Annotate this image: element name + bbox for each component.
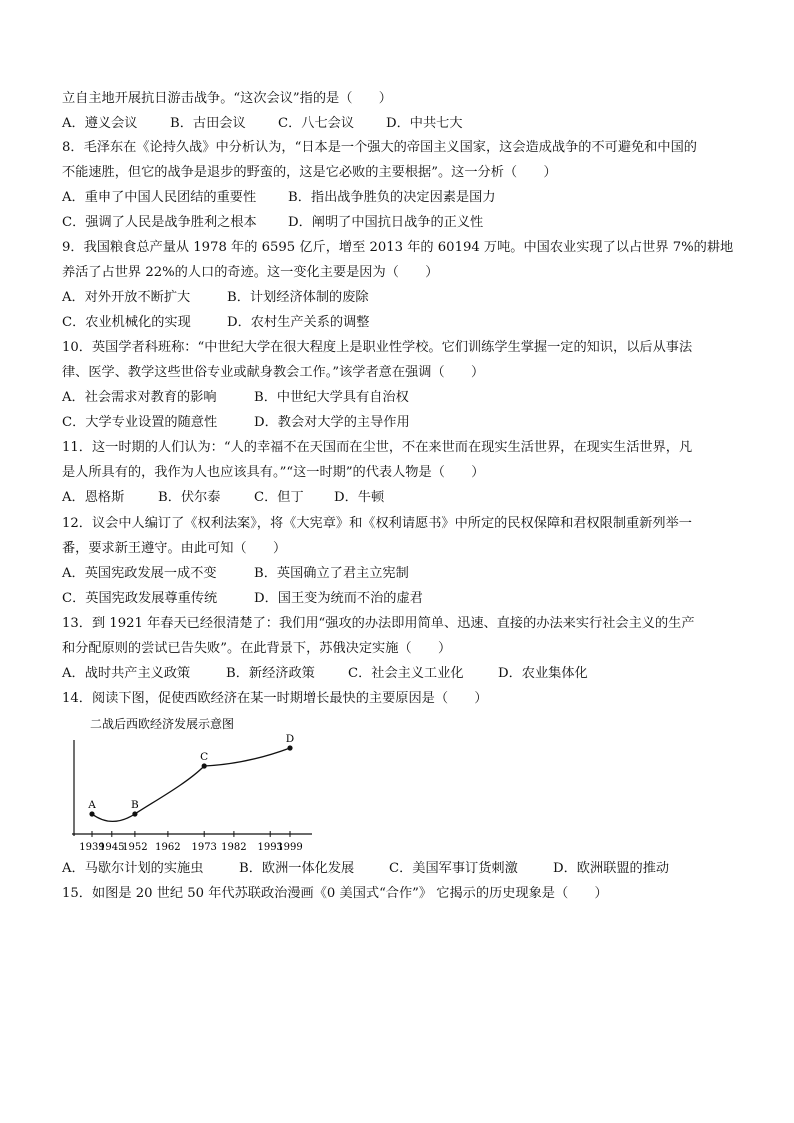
point-a <box>89 811 94 816</box>
x-tick-label: 1999 <box>277 842 303 853</box>
growth-curve <box>92 748 290 821</box>
point-label-b: B <box>131 799 139 811</box>
q7-option-a[interactable]: A．遵义会议 <box>62 116 138 131</box>
point-label-d: D <box>285 733 295 745</box>
q14-option-d[interactable]: D．欧洲联盟的推动 <box>553 861 670 876</box>
x-tick-label: 1982 <box>221 842 247 853</box>
q12-stem-line2: 番，要求新王遵守。由此可知（ ） <box>62 541 287 556</box>
q8-stem-line2: 不能速胜，但它的战争是退步的野蛮的，这是它必败的主要根据”。这一分析（ ） <box>62 165 557 180</box>
q13-option-d[interactable]: D．农业集体化 <box>498 666 588 681</box>
q10-options-row1 <box>62 389 409 407</box>
q11-stem-line1: 11．这一时期的人们认为：“人的幸福不在天国而在尘世，不在来世而在现实生活世界，在现实生活世界，凡 <box>62 440 693 455</box>
q10-stem-line2: 律、医学、教学这些世俗专业或献身教会工作。”该学者意在强调（ ） <box>62 365 485 380</box>
point-label-a: A <box>88 799 96 811</box>
x-tick-label: 1952 <box>122 842 148 853</box>
q8-stem-line1: 8．毛泽东在《论持久战》中分析认为，“日本是一个强大的帝国主义国家，这会造成战争的不可避免和中国的 <box>62 140 697 155</box>
q10-option-a[interactable]: A．社会需求对教育的影响 <box>62 390 217 405</box>
q11-option-c[interactable]: C．但丁 <box>254 490 304 505</box>
q8-options-row2 <box>62 214 483 232</box>
q15-stem-line1: 15．如图是 20 世纪 50 年代苏联政治漫画《0 美国式“合作”》 它揭示的历史现象是（ ） <box>62 886 608 901</box>
q12-option-c[interactable]: C．英国宪政发展尊重传统 <box>62 591 218 606</box>
q9-options-row1 <box>62 289 369 307</box>
data-points <box>87 733 294 817</box>
chart-svg <box>62 710 332 860</box>
q11-stem-line2: 是人所具有的，我作为人也应该具有。”“这一时期”的代表人物是（ ） <box>62 465 485 480</box>
x-tick-label: 1973 <box>191 842 217 853</box>
q8-options-row1 <box>62 189 496 207</box>
q10-options-row2 <box>62 414 410 432</box>
point-c <box>202 763 207 768</box>
q7-option-d[interactable]: D．中共七大 <box>386 116 463 131</box>
q13-option-a[interactable]: A．战时共产主义政策 <box>62 666 191 681</box>
q12-option-a[interactable]: A．英国宪政发展一成不变 <box>62 566 217 581</box>
q11-option-d[interactable]: D．牛顿 <box>334 490 385 505</box>
q10-option-d[interactable]: D．教会对大学的主导作用 <box>254 415 410 430</box>
q14-stem-line1: 14．阅读下图，促使西欧经济在某一时期增长最快的主要原因是（ ） <box>62 691 488 706</box>
q12-options-row1 <box>62 565 409 583</box>
q12-option-d[interactable]: D．国王变为统而不治的虚君 <box>254 591 423 606</box>
q9-option-c[interactable]: C．农业机械化的实现 <box>62 315 191 330</box>
point-d <box>287 745 292 750</box>
q13-stem-line2: 和分配原则的尝试已告失败”。在此背景下，苏俄决定实施（ ） <box>62 641 452 656</box>
q9-option-d[interactable]: D．农村生产关系的调整 <box>227 315 370 330</box>
q9-option-a[interactable]: A．对外开放不断扩大 <box>62 290 191 305</box>
q13-option-b[interactable]: B．新经济政策 <box>226 666 315 681</box>
q11-option-a[interactable]: A．恩格斯 <box>62 490 125 505</box>
q10-option-b[interactable]: B．中世纪大学具有自治权 <box>254 390 409 405</box>
q7-option-b[interactable]: B．古田会议 <box>170 116 246 131</box>
q7-option-c[interactable]: C．八七会议 <box>278 116 355 131</box>
q8-option-d[interactable]: D．阐明了中国抗日战争的正义性 <box>288 215 484 230</box>
q8-option-b[interactable]: B．指出战争胜负的决定因素是国力 <box>288 190 496 205</box>
q14-option-a[interactable]: A．马歇尔计划的实施虫 <box>62 861 204 876</box>
q12-stem-line1: 12．议会中人编订了《权利法案》，将《大宪章》和《权利请愿书》中所定的民权保障和君权限制重新列举一 <box>62 516 692 531</box>
q8-option-c[interactable]: C．强调了人民是战争胜利之根本 <box>62 215 257 230</box>
q8-option-a[interactable]: A．重申了中国人民团结的重要性 <box>62 190 257 205</box>
q7-options <box>62 115 463 133</box>
q14-options <box>62 860 669 878</box>
x-tick-label: 1993 <box>257 842 283 853</box>
point-label-c: C <box>200 751 209 763</box>
q14-option-b[interactable]: B．欧洲一体化发展 <box>239 861 355 876</box>
q10-option-c[interactable]: C．大学专业设置的随意性 <box>62 415 218 430</box>
q9-option-b[interactable]: B．计划经济体制的废除 <box>227 290 369 305</box>
chart-title: 二战后西欧经济发展示意图 <box>90 717 235 731</box>
q12-option-b[interactable]: B．英国确立了君主立宪制 <box>254 566 409 581</box>
q13-options <box>62 665 588 683</box>
economic-development-chart <box>62 710 332 860</box>
q11-option-b[interactable]: B．伏尔泰 <box>158 490 221 505</box>
x-tick-label: 1962 <box>155 842 181 853</box>
x-tick-label: 1945 <box>99 842 125 853</box>
q9-stem-line1: 9．我国粮食总产量从 1978 年的 6595 亿斤，增至 2013 年的 60194 万吨。中国农业实现了以占世界 7%的耕地 <box>62 240 734 255</box>
q14-option-c[interactable]: C．美国军事订货刺激 <box>389 861 518 876</box>
q13-option-c[interactable]: C．社会主义工业化 <box>348 666 464 681</box>
q9-stem-line2: 养活了占世界 22%的人口的奇迹。这一变化主要是因为（ ） <box>62 265 439 280</box>
x-tick-label: 1939 <box>79 842 105 853</box>
q7-continuation: 立自主地开展抗日游击战争。“这次会议”指的是（ ） <box>62 91 392 106</box>
q13-stem-line1: 13．到 1921 年春天已经很清楚了：我们用“强攻的办法即用简单、迅速、直接的办法来实行社会主义的生产 <box>62 616 695 631</box>
q12-options-row2 <box>62 590 423 608</box>
point-b <box>132 811 137 816</box>
q11-options <box>62 489 384 507</box>
q9-options-row2 <box>62 314 369 332</box>
q10-stem-line1: 10．英国学者科班称：“中世纪大学在很大程度上是职业性学校。它们训练学生掌握一定的知识，以后从事法 <box>62 340 693 355</box>
